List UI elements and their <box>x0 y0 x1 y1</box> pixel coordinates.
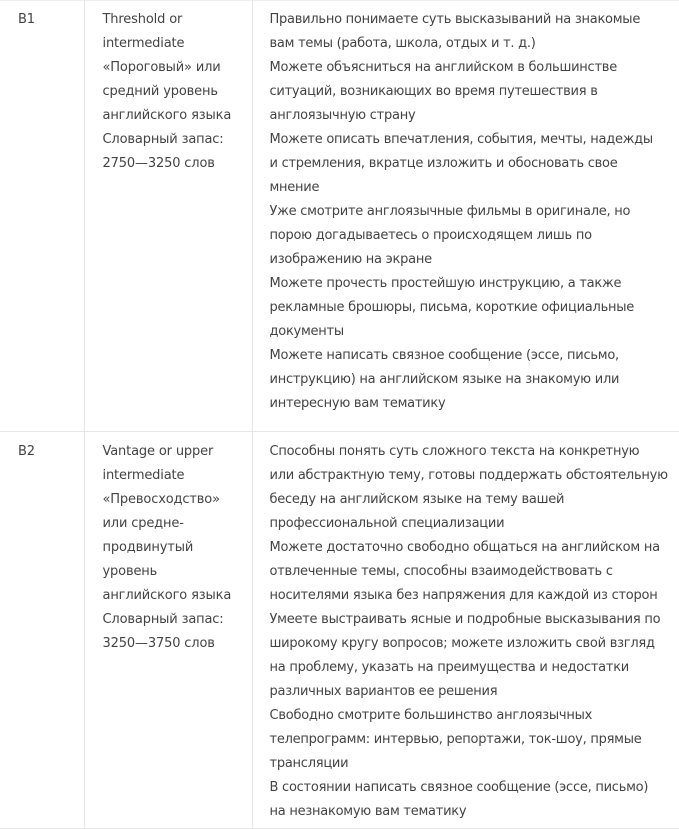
description-line: интересную вам тематику <box>269 396 446 411</box>
level-name-line: «Превосходство» <box>102 492 220 507</box>
table-row-b2 <box>0 432 679 829</box>
level-code: B1 <box>18 12 35 27</box>
level-name-line: «Пороговый» или <box>102 60 221 75</box>
description-line: широкому кругу вопросов; можете изложить свой взгляд <box>269 636 655 651</box>
level-name-cell <box>84 432 252 829</box>
level-description-cell <box>252 0 679 432</box>
description-line: Можете написать связное сообщение (эссе, письмо, <box>269 348 619 363</box>
level-name-line: уровень <box>102 564 158 579</box>
description-line: В состоянии написать связное сообщение (эссе, письмо) <box>269 780 649 795</box>
description-line: носителями языка без напряжения для каждой из сторон <box>269 588 658 603</box>
level-name-cell <box>84 0 252 432</box>
level-name-line: английского языка <box>102 108 232 123</box>
vocabulary-label: Словарный запас: <box>102 132 224 147</box>
level-code-cell <box>0 0 84 432</box>
description-line: рекламные брошюры, письма, короткие официальные <box>269 300 634 315</box>
description-line: изображению на экране <box>269 252 432 267</box>
description-line: Умеете выстраивать ясные и подробные высказывания по <box>269 612 661 627</box>
level-name-line: английского языка <box>102 588 232 603</box>
level-name-line: средний уровень <box>102 84 218 99</box>
description-line: англоязычную страну <box>269 108 416 123</box>
level-name-line: продвинутый <box>102 540 194 555</box>
vocabulary-range: 3250—3750 слов <box>102 636 215 651</box>
description-line: Можете объясниться на английском в большинстве <box>269 60 617 75</box>
level-code: B2 <box>18 444 35 459</box>
description-line: Правильно понимаете суть высказываний на знакомые <box>269 12 641 27</box>
description-line: беседу на английском языке на тему вашей <box>269 492 565 507</box>
description-line: телепрограмм: интервью, репортажи, ток-шоу, прямые <box>269 732 642 747</box>
description-line: или абстрактную тему, готовы поддержать обстоятельную <box>269 468 668 483</box>
vocabulary-label: Словарный запас: <box>102 612 224 627</box>
description-line: на незнакомую вам тематику <box>269 804 467 819</box>
level-name-line: Threshold or <box>102 12 183 27</box>
description-line: Можете описать впечатления, события, мечты, надежды <box>269 132 653 147</box>
level-name-line: intermediate <box>102 468 185 483</box>
description-line: порою догадываетесь о происходящем лишь по <box>269 228 592 243</box>
vocabulary-range: 2750—3250 слов <box>102 156 215 171</box>
description-line: Можете достаточно свободно общаться на английском на <box>269 540 660 555</box>
description-line: на проблему, указать на преимущества и недостатки <box>269 660 630 675</box>
level-code-cell <box>0 432 84 829</box>
description-line: Свободно смотрите большинство англоязычных <box>269 708 593 723</box>
description-line: ситуаций, возникающих во время путешествия в <box>269 84 598 99</box>
level-name-line: intermediate <box>102 36 185 51</box>
description-line: различных вариантов ее решения <box>269 684 498 699</box>
level-description-cell <box>252 432 679 829</box>
description-line: Уже смотрите англоязычные фильмы в оригинале, но <box>269 204 631 219</box>
description-line: и стремления, вкратце изложить и обосновать свое <box>269 156 618 171</box>
description-line: Способны понять суть сложного текста на конкретную <box>269 444 640 459</box>
description-line: трансляции <box>269 756 349 771</box>
description-line: вам темы (работа, школа, отдых и т. д.) <box>269 36 536 51</box>
description-line: отвлеченные темы, способны взаимодействовать с <box>269 564 613 579</box>
description-line: профессиональной специализации <box>269 516 505 531</box>
level-name-line: Vantage or upper <box>102 444 214 459</box>
description-line: инструкцию) на английском языке на знакомую или <box>269 372 620 387</box>
description-line: мнение <box>269 180 320 195</box>
description-line: Можете прочесть простейшую инструкцию, а также <box>269 276 622 291</box>
level-name-line: или средне- <box>102 516 184 531</box>
description-line: документы <box>269 324 344 339</box>
